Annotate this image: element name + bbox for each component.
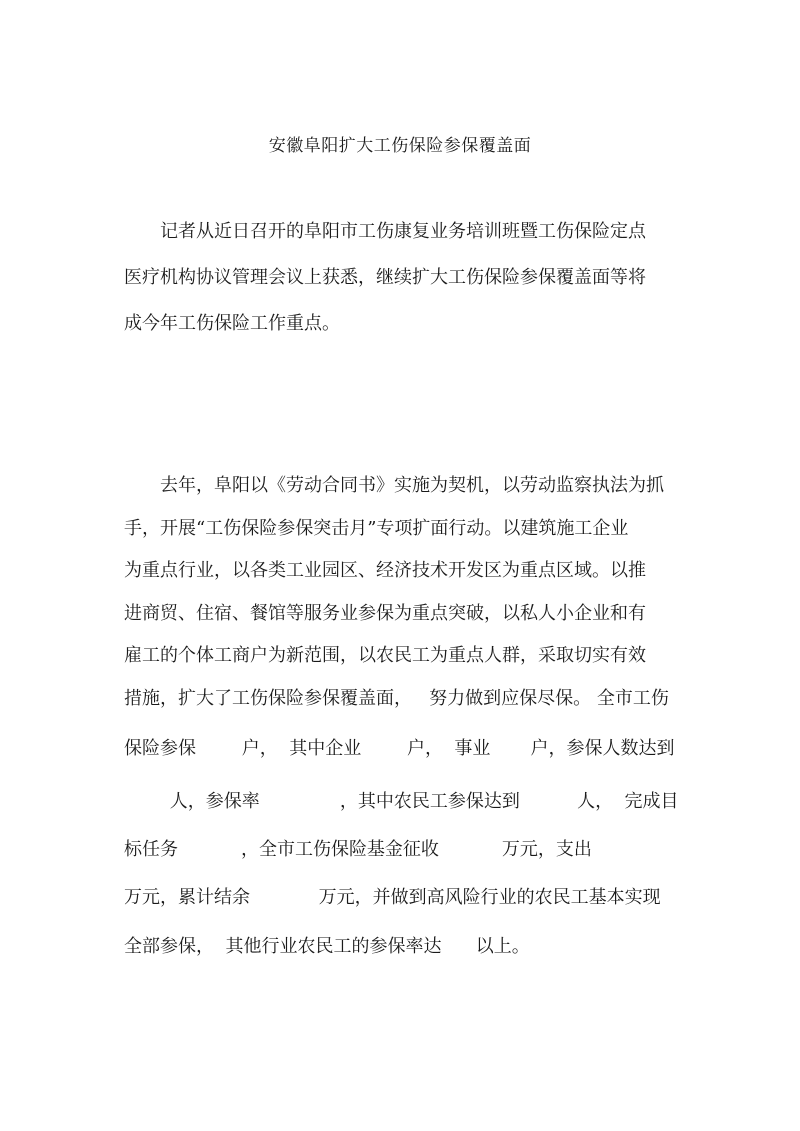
paragraph-2-line: 手，开展“工伤保险参保突击月”专项扩面行动。以建筑施工企业 [124, 518, 629, 539]
paragraph-1-line: 记者从近日召开的阜阳市工伤康复业务培训班暨工伤保险定点 [160, 221, 646, 242]
paragraph-1-line: 成今年工伤保险工作重点。 [124, 313, 340, 334]
paragraph-2-line: 全部参保， 其他行业农民工的参保率达 以上。 [124, 936, 530, 957]
paragraph-2-line: 雇工的个体工商户为新范围，以农民工为重点人群，采取切实有效 [124, 645, 646, 666]
paragraph-2-line: 标任务 ，全市工伤保险基金征收 万元，支出 [124, 839, 592, 860]
paragraph-2-line: 措施，扩大了工伤保险参保覆盖面， 努力做到应保尽保。 全市工伤 [124, 688, 669, 709]
paragraph-2-line: 为重点行业，以各类工业园区、经济技术开发区为重点区域。以推 [124, 560, 646, 581]
paragraph-2-line: 人，参保率 ，其中农民工参保达到 人， 完成目 [124, 791, 679, 812]
paragraph-1-line: 医疗机构协议管理会议上获悉，继续扩大工伤保险参保覆盖面等将 [124, 267, 646, 288]
paragraph-2-line: 保险参保 户， 其中企业 户， 事业 户，参保人数达到 [124, 738, 675, 759]
paragraph-2-line: 去年，阜阳以《劳动合同书》实施为契机，以劳动监察执法为抓 [160, 475, 664, 496]
document-title: 安徽阜阳扩大工伤保险参保覆盖面 [268, 136, 532, 156]
paragraph-2-line: 万元，累计结余 万元，并做到高风险行业的农民工基本实现 [124, 887, 661, 908]
paragraph-2-line: 进商贸、住宿、餐馆等服务业参保为重点突破，以私人小企业和有 [124, 603, 646, 624]
